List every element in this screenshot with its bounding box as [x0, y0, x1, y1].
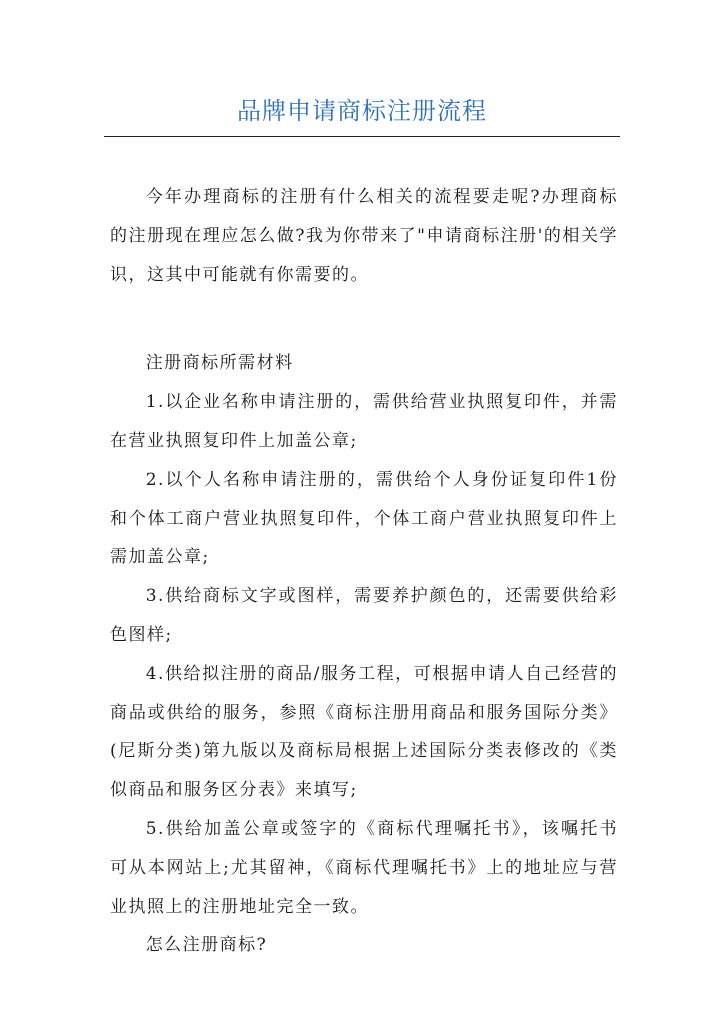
material-item: 4.供给拟注册的商品/服务工程，可根据申请人自己经营的商品或供给的服务，参照《商标注册用商品和服务国际分类》(尼斯分类)第九版以及商标局根据上述国际分类表修改的《类似商品和服务区分表》来填写;	[110, 663, 618, 801]
paragraph-spacer	[110, 294, 618, 344]
document-title: 品牌申请商标注册流程	[237, 97, 487, 125]
how-to-register-heading: 怎么注册商标?	[145, 935, 268, 956]
intro-paragraph: 今年办理商标的注册有什么相关的流程要走呢?办理商标的注册现在理应怎么做?我为你带来了"申请商标注册'的相关学识，这其中可能就有你需要的。	[110, 187, 618, 285]
material-item: 3.供给商标文字或图样，需要养护颜色的，还需要供给彩色图样;	[110, 586, 618, 645]
material-item: 5.供给加盖公章或签字的《商标代理嘱托书》，该嘱托书可从本网站上;尤其留神，《商标代理嘱托书》上的地址应与营业执照上的注册地址完全一致。	[110, 818, 618, 917]
title-divider	[104, 136, 620, 137]
material-item: 2.以个人名称申请注册的，需供给个人身份证复印件1份和个体工商户营业执照复印件，个体工商户营业执照复印件上需加盖公章;	[110, 469, 618, 568]
materials-heading: 注册商标所需材料	[145, 353, 294, 374]
material-item: 1.以企业名称申请注册的，需供给营业执照复印件，并需在营业执照复印件上加盖公章;	[110, 392, 618, 451]
document-body	[110, 178, 618, 965]
